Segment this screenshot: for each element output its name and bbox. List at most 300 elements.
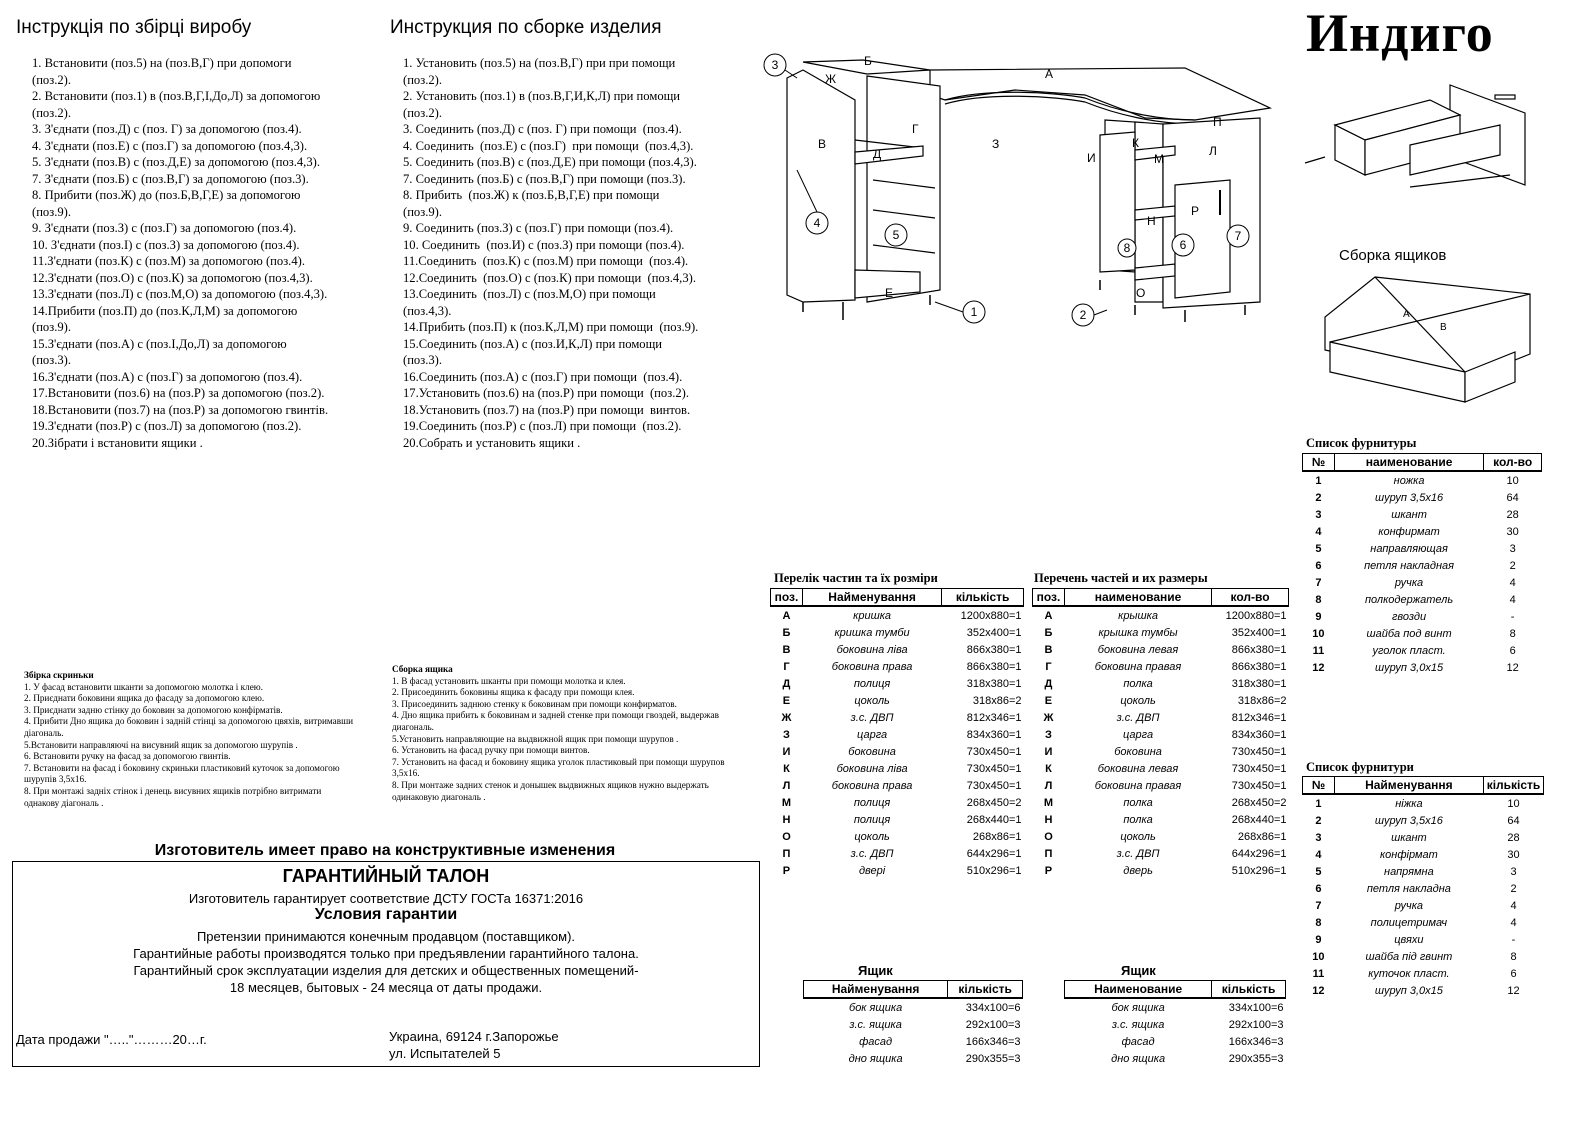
table-cell: конфирмат bbox=[1378, 525, 1440, 538]
instruction-step: 3. Соединить (поз.Д) с (поз. Г) при помощи (поз.4). bbox=[403, 122, 682, 136]
instructions-ua-list bbox=[32, 55, 372, 451]
parts-ru-table bbox=[1032, 588, 1289, 879]
callout-5: 5 bbox=[892, 228, 900, 242]
table-cell: М bbox=[1043, 796, 1054, 809]
warranty-line-2: Гарантийные работы производятся только при предъявлении гарантийного талона. bbox=[133, 946, 639, 961]
instruction-step: 18.Установить (поз.7) на (поз.Р) при помощи винтов. bbox=[403, 402, 691, 417]
table-cell: цвяхи bbox=[1394, 933, 1424, 946]
table-row bbox=[771, 743, 1024, 760]
column-header: поз. bbox=[1033, 589, 1065, 607]
instruction-step: 7. Встановити на фасад і боковину скриньки пластиковий куточок за допомогою шурупів 3,5х16. bbox=[24, 762, 340, 785]
table-cell: ніжка bbox=[1395, 797, 1423, 810]
table-row bbox=[1303, 608, 1542, 625]
table-row bbox=[1065, 998, 1286, 1016]
table-cell: 10 bbox=[1506, 474, 1519, 487]
table-cell: 2 bbox=[1315, 814, 1322, 827]
table-cell: Д bbox=[782, 677, 791, 690]
table-cell: боковина bbox=[1114, 745, 1162, 758]
instructions-ru-title: Инструкция по сборке изделия bbox=[390, 17, 662, 38]
instruction-step: 13.Соединить (поз.Л) с (поз.М,О) при помощи (поз.4,3). bbox=[403, 287, 656, 318]
instruction-step: 7. З'єднати (поз.Б) с (поз.В,Г) за допомогою (поз.3). bbox=[32, 171, 309, 186]
table-cell: уголок пласт. bbox=[1372, 644, 1446, 657]
table-cell: ручка bbox=[1394, 899, 1424, 912]
table-cell: з.с. ДВП bbox=[1116, 711, 1160, 724]
table-row bbox=[1033, 811, 1289, 828]
table-cell: 4 bbox=[1509, 593, 1516, 606]
instruction-step: 10. З'єднати (поз.І) с (поз.З) за допомогою (поз.4). bbox=[32, 237, 300, 252]
table-row bbox=[1033, 777, 1289, 794]
table-cell: 9 bbox=[1315, 610, 1322, 623]
warranty-conditions-title: Условия гарантии bbox=[314, 906, 458, 923]
table-row bbox=[1303, 574, 1542, 591]
instruction-step: 2. Встановити (поз.1) в (поз.В,Г,І,До,Л) за допомогою (поз.2). bbox=[32, 89, 321, 120]
table-cell: Н bbox=[782, 813, 791, 826]
table-row bbox=[1303, 523, 1542, 540]
warranty-line-4: 18 месяцев, бытовых - 24 месяца от даты продажи. bbox=[229, 980, 543, 995]
table-cell: 4 bbox=[1509, 576, 1516, 589]
instruction-step: 1. В фасад установить шканты при помощи молотка и клея. bbox=[392, 675, 626, 686]
table-cell: шуруп 3,5х16 bbox=[1374, 814, 1443, 827]
table-row bbox=[1303, 659, 1542, 676]
table-row bbox=[771, 692, 1024, 709]
table-cell: 318х380=1 bbox=[966, 677, 1022, 690]
label-M: М bbox=[1154, 152, 1164, 166]
table-cell: 4 bbox=[1510, 899, 1517, 912]
table-row bbox=[1033, 641, 1289, 658]
instruction-step: 4. Соединить (поз.Е) с (поз.Г) при помощи (поз.4,3). bbox=[403, 138, 694, 153]
table-cell: 8 bbox=[1315, 593, 1322, 606]
table-cell: шкант bbox=[1391, 508, 1427, 521]
instruction-step: 9. Соединить (поз.З) с (поз.Г) при помощи (поз.4). bbox=[403, 221, 674, 235]
instruction-step: 19.Соединить (поз.Р) с (поз.Л) при помощи (поз.2). bbox=[403, 419, 682, 433]
callout-4: 4 bbox=[813, 216, 821, 230]
table-cell: ножка bbox=[1393, 474, 1425, 487]
table-cell: П bbox=[1044, 847, 1053, 860]
instruction-step: 14.Прибить (поз.П) к (поз.К,Л,М) при помощи (поз.9). bbox=[403, 320, 699, 334]
table-cell: 834х360=1 bbox=[966, 728, 1022, 741]
table-row bbox=[1303, 471, 1542, 489]
table-cell: 6 bbox=[1510, 967, 1517, 980]
instruction-step: 1. Встановити (поз.5) на (поз.В,Г) при допомоги (поз.2). bbox=[32, 56, 292, 87]
table-row bbox=[771, 658, 1024, 675]
table-cell: 2 bbox=[1315, 491, 1322, 504]
drawer-ru-title: Сборка ящика bbox=[392, 664, 453, 674]
instruction-step: 17.Встановити (поз.6) на (поз.Р) за допомогою (поз.2). bbox=[32, 386, 325, 400]
callout-6: 6 bbox=[1179, 238, 1187, 252]
table-cell: 3 bbox=[1510, 865, 1517, 878]
column-header: поз. bbox=[771, 589, 803, 607]
table-cell: 866х380=1 bbox=[966, 660, 1022, 673]
instruction-step: 15.Соединить (поз.А) с (поз.И,К,Л) при помощи (поз.3). bbox=[403, 336, 663, 367]
instruction-step: 11.Соединить (поз.К) с (поз.М) при помощи (поз.4). bbox=[403, 254, 689, 268]
table-cell: цоколь bbox=[1120, 694, 1156, 707]
table-row bbox=[1303, 489, 1542, 506]
table-cell: з.с. ДВП bbox=[850, 847, 894, 860]
table-cell: 292х100=3 bbox=[1228, 1018, 1284, 1031]
table-row bbox=[1065, 1033, 1286, 1050]
callout-3: 3 bbox=[771, 58, 779, 72]
table-row bbox=[1303, 880, 1544, 897]
table-header-row bbox=[1065, 981, 1286, 999]
callout-8: 8 bbox=[1123, 241, 1131, 255]
table-cell: 166х346=3 bbox=[965, 1035, 1021, 1048]
label-B: Б bbox=[864, 54, 872, 68]
table-row bbox=[771, 641, 1024, 658]
table-header-row bbox=[1033, 589, 1289, 607]
table-cell: петля накладна bbox=[1366, 882, 1451, 895]
table-cell: 1 bbox=[1315, 797, 1322, 810]
table-cell: полка bbox=[1123, 813, 1153, 826]
table-cell: А bbox=[782, 609, 791, 622]
table-cell: 866х380=1 bbox=[1231, 643, 1287, 656]
table-cell: 1200х880=1 bbox=[1225, 609, 1287, 622]
table-cell: 834х360=1 bbox=[1231, 728, 1287, 741]
label-A: А bbox=[1045, 67, 1054, 81]
table-row bbox=[771, 777, 1024, 794]
table-cell: И bbox=[1044, 745, 1053, 758]
drawer-diagonal-diagram bbox=[1315, 272, 1535, 412]
drawer-parts-ua-table bbox=[803, 980, 1023, 1067]
address-line-2: ул. Испытателей 5 bbox=[389, 1046, 501, 1061]
table-cell: Б bbox=[1044, 626, 1053, 639]
instruction-step: 4. Прибити Дно ящика до боковин і задній стінці за допомогою цвяхів, витримавши діагональ. bbox=[24, 716, 354, 738]
table-row bbox=[1303, 794, 1544, 812]
hardware-ua-table bbox=[1302, 776, 1544, 999]
instruction-step: 1. Установить (поз.5) на (поз.В,Г) при при помощи (поз.2). bbox=[403, 56, 676, 87]
table-row bbox=[1303, 914, 1544, 931]
table-row bbox=[1033, 862, 1289, 879]
callout-2: 2 bbox=[1079, 308, 1087, 322]
table-row bbox=[1303, 625, 1542, 642]
table-row bbox=[771, 675, 1024, 692]
table-cell: фасад bbox=[859, 1035, 893, 1048]
hardware-ru-title: Список фурнитуры bbox=[1306, 436, 1417, 450]
table-cell: А bbox=[1044, 609, 1053, 622]
drawer-diag-a: A bbox=[1403, 309, 1410, 320]
table-row bbox=[1303, 931, 1544, 948]
instruction-step: 17.Установить (поз.6) на (поз.Р) при помощи (поз.2). bbox=[403, 386, 689, 400]
table-cell: О bbox=[782, 830, 791, 843]
table-cell: 8 bbox=[1315, 916, 1322, 929]
instruction-step: 4. З'єднати (поз.Е) с (поз.Г) за допомогою (поз.4,3). bbox=[32, 138, 308, 153]
table-cell: Д bbox=[1044, 677, 1053, 690]
drawer-parts-ru-table bbox=[1064, 980, 1286, 1067]
table-cell: бок ящика bbox=[849, 1001, 903, 1014]
drawer-ua-title: Збірка скриньки bbox=[24, 670, 94, 680]
drawer-parts-ru-title: Ящик bbox=[1121, 963, 1156, 978]
table-row bbox=[1033, 794, 1289, 811]
instruction-step: 12.Соединить (поз.О) с (поз.К) при помощи (поз.4,3). bbox=[403, 270, 696, 285]
instruction-step: 18.Встановити (поз.7) на (поз.Р) за допомогою гвинтів. bbox=[32, 402, 329, 417]
label-V: В bbox=[818, 137, 827, 151]
table-cell: 268х86=1 bbox=[972, 830, 1022, 843]
warranty-line-3: Гарантийный срок эксплуатации изделия для детских и общественных помещений- bbox=[133, 963, 639, 978]
table-row bbox=[804, 1050, 1023, 1067]
table-row bbox=[771, 845, 1024, 862]
instruction-step: 16.З'єднати (поз.А) с (поз.Г) за допомогою (поз.4). bbox=[32, 369, 303, 384]
table-cell: З bbox=[1045, 728, 1052, 741]
table-row bbox=[1303, 965, 1544, 982]
table-cell: Л bbox=[1044, 779, 1053, 792]
table-cell: 318х380=1 bbox=[1231, 677, 1287, 690]
table-row bbox=[1303, 897, 1544, 914]
table-cell: боковина левая bbox=[1097, 762, 1179, 775]
table-cell: конфірмат bbox=[1379, 848, 1438, 861]
table-cell: 10 bbox=[1312, 950, 1325, 963]
table-cell: 318х86=2 bbox=[1237, 694, 1287, 707]
instruction-step: 20.Зібрати і встановити ящики . bbox=[32, 435, 203, 450]
table-cell: 730х450=1 bbox=[966, 762, 1022, 775]
instruction-step: 5.Встановити направляючі на висувний ящик за допомогою шурупів . bbox=[24, 739, 298, 750]
table-cell: Л bbox=[782, 779, 791, 792]
instruction-step: 2. Установить (поз.1) в (поз.В,Г,И,К,Л) при помощи (поз.2). bbox=[403, 89, 681, 120]
table-cell: 12 bbox=[1312, 984, 1325, 997]
table-cell: 4 bbox=[1315, 525, 1322, 538]
table-cell: 8 bbox=[1509, 627, 1516, 640]
table-row bbox=[1303, 982, 1544, 999]
table-cell: полиця bbox=[853, 813, 891, 826]
table-header-row bbox=[771, 589, 1024, 607]
sale-date: Дата продажи "….."………20…г. bbox=[16, 1032, 207, 1047]
label-P: П bbox=[1213, 115, 1222, 129]
column-header: № bbox=[1303, 454, 1335, 472]
table-cell: - bbox=[1511, 933, 1516, 946]
table-cell: 644х296=1 bbox=[966, 847, 1022, 860]
table-row bbox=[1065, 1016, 1286, 1033]
table-cell: 292х100=3 bbox=[965, 1018, 1021, 1031]
table-row bbox=[771, 828, 1024, 845]
table-cell: 352х400=1 bbox=[1231, 626, 1287, 639]
drawer-diag-b: B bbox=[1440, 322, 1447, 333]
table-cell: Е bbox=[782, 694, 791, 707]
label-I: И bbox=[1087, 151, 1096, 165]
table-row bbox=[1303, 557, 1542, 574]
label-E: Е bbox=[885, 286, 894, 300]
instruction-step: 6. Встановити ручку на фасад за допомогою гвинтів. bbox=[24, 751, 231, 762]
table-cell: 5 bbox=[1315, 542, 1322, 555]
table-row bbox=[771, 862, 1024, 879]
table-cell: з.с. ящика bbox=[1111, 1018, 1165, 1031]
table-cell: 730х450=1 bbox=[966, 779, 1022, 792]
table-cell: Ж bbox=[1043, 711, 1054, 724]
table-cell: шуруп 3,0х15 bbox=[1375, 661, 1444, 674]
table-row bbox=[771, 794, 1024, 811]
instruction-step: 8. При монтажі задніх стінок і денець висувних ящиків потрібно витримати однакову діагональ . bbox=[24, 785, 322, 808]
table-cell: 510х296=1 bbox=[1231, 864, 1287, 877]
table-cell: 1 bbox=[1315, 474, 1322, 487]
table-cell: полиця bbox=[853, 796, 891, 809]
table-cell: 3 bbox=[1315, 508, 1322, 521]
table-header-row bbox=[804, 981, 1023, 999]
table-cell: О bbox=[1044, 830, 1053, 843]
table-cell: боковина левая bbox=[1097, 643, 1179, 656]
label-Z: З bbox=[992, 137, 1000, 151]
parts-ua-title: Перелік частин та їх розміри bbox=[774, 571, 938, 585]
table-row bbox=[804, 1033, 1023, 1050]
instructions-ru-list bbox=[403, 55, 748, 451]
instruction-step: 3. Приєднати задню стінку до боковин за допомогою конфірматів. bbox=[24, 704, 283, 715]
table-cell: 334х100=6 bbox=[1228, 1001, 1284, 1014]
column-header: кол-во bbox=[1212, 589, 1289, 607]
parts-ru-title: Перечень частей и их размеры bbox=[1034, 571, 1208, 585]
column-header: № bbox=[1303, 777, 1335, 795]
table-cell: 2 bbox=[1509, 559, 1516, 572]
table-row bbox=[771, 811, 1024, 828]
table-cell: 866х380=1 bbox=[1231, 660, 1287, 673]
table-cell: куточок пласт. bbox=[1368, 967, 1450, 980]
table-cell: 7 bbox=[1315, 576, 1322, 589]
instruction-step: 11.З'єднати (поз.К) с (поз.М) за допомогою (поз.4). bbox=[32, 254, 305, 268]
table-row bbox=[771, 709, 1024, 726]
table-cell: 268х440=1 bbox=[966, 813, 1022, 826]
table-row bbox=[1303, 642, 1542, 659]
instruction-step: 20.Собрать и установить ящики . bbox=[403, 435, 581, 450]
table-row bbox=[1033, 658, 1289, 675]
table-cell: шайба под винт bbox=[1366, 627, 1452, 640]
label-K: К bbox=[1132, 136, 1139, 150]
table-row bbox=[1303, 812, 1544, 829]
table-cell: 268х450=2 bbox=[966, 796, 1022, 809]
table-cell: 812х346=1 bbox=[1231, 711, 1287, 724]
table-cell: боковина bbox=[848, 745, 896, 758]
table-cell: 64 bbox=[1506, 491, 1519, 504]
table-cell: 334х100=6 bbox=[965, 1001, 1021, 1014]
table-cell: 1200х880=1 bbox=[960, 609, 1022, 622]
manufacturer-notice: Изготовитель имеет право на конструктивные изменения bbox=[154, 842, 616, 859]
hardware-ua-title: Список фурнитури bbox=[1306, 760, 1414, 774]
table-row bbox=[1033, 760, 1289, 777]
table-row bbox=[1033, 606, 1289, 624]
instruction-step: 4. Дно ящика прибить к боковинам и задней стенке при помощи гвоздей, выдержав диагональ. bbox=[392, 710, 719, 732]
column-header: Найменування bbox=[804, 981, 948, 999]
table-cell: 6 bbox=[1509, 644, 1516, 657]
table-cell: боковина права bbox=[831, 779, 913, 792]
table-header-row bbox=[1303, 777, 1544, 795]
table-cell: 7 bbox=[1315, 899, 1322, 912]
table-cell: ручка bbox=[1394, 576, 1424, 589]
column-header: Найменування bbox=[1334, 777, 1483, 795]
table-row bbox=[771, 606, 1024, 624]
column-header: наименование bbox=[1334, 454, 1483, 472]
table-cell: петля накладная bbox=[1364, 559, 1455, 572]
table-cell: 4 bbox=[1315, 848, 1322, 861]
column-header: кількість bbox=[1212, 981, 1286, 999]
label-N: Н bbox=[1147, 214, 1156, 228]
table-row bbox=[1033, 624, 1289, 641]
table-row bbox=[1303, 540, 1542, 557]
table-cell: шуруп 3,0х15 bbox=[1374, 984, 1443, 997]
table-cell: Е bbox=[1044, 694, 1053, 707]
table-cell: 5 bbox=[1315, 865, 1322, 878]
brand-title: Индиго bbox=[1306, 3, 1494, 63]
instruction-step: 14.Прибити (поз.П) до (поз.К,Л,М) за допомогою (поз.9). bbox=[32, 303, 298, 334]
table-cell: шкант bbox=[1391, 831, 1427, 844]
instruction-step: 8. Прибити (поз.Ж) до (поз.Б,В,Г,Е) за допомогою (поз.9). bbox=[32, 188, 301, 219]
table-cell: Ж bbox=[781, 711, 792, 724]
table-cell: 30 bbox=[1507, 848, 1520, 861]
drawer-assembly-label: Сборка ящиков bbox=[1339, 247, 1447, 264]
column-header: кол-во bbox=[1484, 454, 1542, 472]
table-cell: 268х450=2 bbox=[1231, 796, 1287, 809]
warranty-card bbox=[12, 861, 760, 1067]
instruction-step: 2. Приєднати боковини ящика до фасаду за допомогою клею. bbox=[24, 693, 265, 704]
table-cell: 11 bbox=[1312, 967, 1325, 980]
table-row bbox=[804, 998, 1023, 1016]
instruction-step: 3. Присоединить заднюю стенку к боковинам при помощи конфирматов. bbox=[392, 698, 677, 709]
table-row bbox=[1303, 506, 1542, 523]
label-D: Д bbox=[873, 147, 882, 161]
table-cell: 730х450=1 bbox=[1231, 779, 1287, 792]
drawer-exploded-diagram bbox=[1300, 75, 1540, 215]
column-header: Найменування bbox=[802, 589, 941, 607]
table-header-row bbox=[1303, 454, 1542, 472]
table-cell: фасад bbox=[1121, 1035, 1155, 1048]
table-cell: В bbox=[1044, 643, 1053, 656]
table-cell: полиця bbox=[853, 677, 891, 690]
instruction-step: 6. Установить на фасад ручку при помощи винтов. bbox=[392, 745, 590, 756]
table-cell: цоколь bbox=[854, 694, 890, 707]
table-cell: М bbox=[781, 796, 792, 809]
table-cell: 268х86=1 bbox=[1237, 830, 1287, 843]
table-cell: 3 bbox=[1315, 831, 1322, 844]
label-L: Л bbox=[1209, 144, 1217, 158]
table-row bbox=[1065, 1050, 1286, 1067]
table-cell: дно ящика bbox=[1111, 1052, 1166, 1065]
table-cell: двері bbox=[858, 864, 886, 877]
column-header: кількість bbox=[942, 589, 1024, 607]
table-row bbox=[1303, 863, 1544, 880]
table-cell: 12 bbox=[1312, 661, 1325, 674]
table-cell: 4 bbox=[1510, 916, 1517, 929]
table-cell: царга bbox=[1123, 728, 1154, 741]
table-cell: боковина ліва bbox=[836, 762, 908, 775]
table-cell: напрямна bbox=[1384, 865, 1434, 878]
instruction-step: 8. При монтаже задних стенок и донышек выдвижных ящиков нужно выдержать одинаковую диагональ . bbox=[392, 779, 709, 802]
table-cell: гвозди bbox=[1392, 610, 1427, 623]
table-cell: 28 bbox=[1507, 831, 1520, 844]
table-cell: Н bbox=[1044, 813, 1053, 826]
table-cell: 166х346=3 bbox=[1228, 1035, 1284, 1048]
column-header: кількість bbox=[948, 981, 1023, 999]
table-cell: направляющая bbox=[1370, 542, 1448, 555]
table-row bbox=[1303, 948, 1544, 965]
table-cell: боковина правая bbox=[1094, 779, 1182, 792]
instruction-step: 1. У фасад встановити шканти за допомогою молотка і клею. bbox=[24, 681, 263, 692]
table-cell: шуруп 3,5х16 bbox=[1375, 491, 1444, 504]
table-cell: боковина правая bbox=[1094, 660, 1182, 673]
column-header: кількість bbox=[1484, 777, 1544, 795]
table-row bbox=[771, 624, 1024, 641]
label-O: О bbox=[1136, 286, 1146, 300]
table-cell: шайба під гвинт bbox=[1365, 950, 1453, 963]
table-cell: боковина права bbox=[831, 660, 913, 673]
table-cell: К bbox=[1045, 762, 1052, 775]
instructions-ua-title: Інструкція по збірці виробу bbox=[16, 17, 252, 38]
instruction-step: 16.Соединить (поз.А) с (поз.Г) при помощи (поз.4). bbox=[403, 369, 683, 384]
instruction-step: 5. Соединить (поз.В) с (поз.Д,Е) при помощи (поз.4,3). bbox=[403, 155, 697, 169]
table-row bbox=[771, 726, 1024, 743]
table-cell: 8 bbox=[1510, 950, 1517, 963]
table-cell: дверь bbox=[1123, 864, 1153, 877]
label-G: Г bbox=[912, 122, 919, 136]
table-row bbox=[1303, 829, 1544, 846]
table-row bbox=[1033, 692, 1289, 709]
table-cell: Г bbox=[1045, 660, 1052, 673]
table-cell: З bbox=[783, 728, 790, 741]
table-cell: кришка тумби bbox=[834, 626, 910, 639]
table-cell: П bbox=[782, 847, 791, 860]
table-cell: 10 bbox=[1507, 797, 1520, 810]
